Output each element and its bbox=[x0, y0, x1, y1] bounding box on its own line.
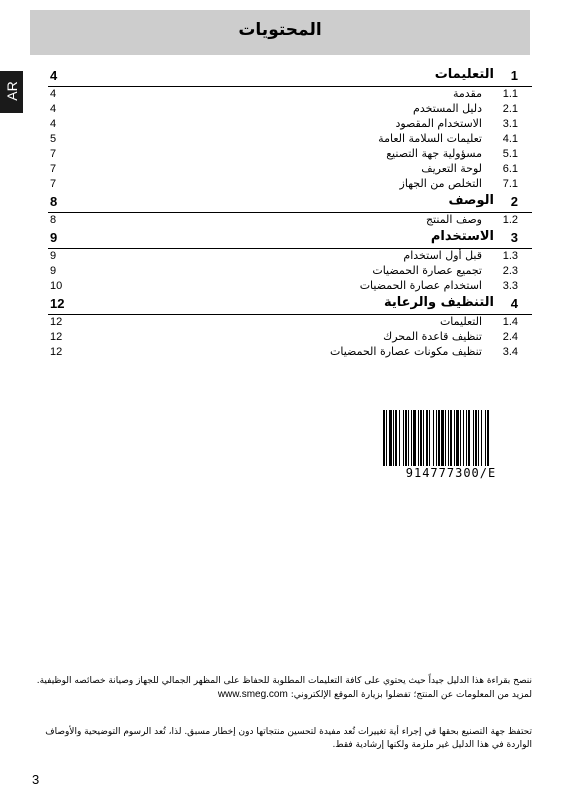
toc-label: تنظيف قاعدة المحرك bbox=[383, 330, 482, 343]
reading-note-text: لمزيد من المعلومات عن المنتج؛ تفضلوا بزيارة الموقع الإلكتروني: bbox=[290, 690, 532, 700]
toc-label: الوصف bbox=[448, 193, 494, 208]
website-link[interactable]: www.smeg.com bbox=[217, 689, 288, 700]
toc-section-row[interactable] bbox=[48, 66, 532, 87]
disclaimer-note bbox=[30, 726, 532, 752]
toc-section-number: 5.1 bbox=[502, 148, 518, 160]
toc-section-row[interactable] bbox=[48, 192, 532, 213]
barcode-number: 914777300/E bbox=[405, 466, 497, 480]
toc-section-row[interactable] bbox=[48, 228, 532, 249]
toc-section-number: 2 bbox=[510, 194, 518, 209]
toc-page-number: 5 bbox=[50, 133, 57, 145]
toc-page-number: 12 bbox=[50, 316, 63, 328]
toc-page-number: 12 bbox=[50, 346, 63, 358]
toc-entry-row[interactable] bbox=[48, 315, 532, 330]
toc-page-number: 4 bbox=[50, 103, 57, 115]
toc-label: استخدام عصارة الحمضيات bbox=[359, 279, 482, 292]
toc-label: التعليمات bbox=[439, 315, 482, 328]
toc-section-number: 6.1 bbox=[502, 163, 518, 175]
toc-entry-row[interactable] bbox=[48, 102, 532, 117]
toc-page-number: 9 bbox=[50, 230, 58, 245]
toc-label: مقدمة bbox=[452, 87, 482, 100]
title-bar bbox=[30, 10, 530, 55]
toc-section-number: 4 bbox=[510, 296, 518, 311]
toc-entry-row[interactable] bbox=[48, 147, 532, 162]
barcode bbox=[383, 410, 519, 466]
toc-label: دليل المستخدم bbox=[413, 102, 482, 115]
toc-entry-row[interactable] bbox=[48, 87, 532, 102]
toc-page-number: 4 bbox=[50, 88, 57, 100]
toc-page-number: 9 bbox=[50, 250, 57, 262]
toc-entry-row[interactable] bbox=[48, 279, 532, 294]
toc-page-number: 7 bbox=[50, 148, 57, 160]
page-title: المحتويات bbox=[238, 20, 322, 40]
toc-page-number: 9 bbox=[50, 265, 57, 277]
toc-entry-row[interactable] bbox=[48, 345, 532, 360]
toc-section-number: 3.1 bbox=[502, 118, 518, 130]
toc-section-number: 1 bbox=[510, 68, 518, 83]
reading-note-line2 bbox=[30, 688, 532, 702]
toc-label: وصف المنتج bbox=[425, 213, 482, 226]
toc-section-number: 3.4 bbox=[502, 346, 518, 358]
toc-label: لوحة التعريف bbox=[421, 162, 482, 175]
toc-section-number: 2.3 bbox=[502, 265, 518, 277]
toc-section-number: 2.1 bbox=[502, 103, 518, 115]
toc-section-number: 1.3 bbox=[502, 250, 518, 262]
toc-entry-row[interactable] bbox=[48, 132, 532, 147]
toc-section-number: 1.2 bbox=[502, 214, 518, 226]
toc-section-number: 3.3 bbox=[502, 280, 518, 292]
toc-entry-row[interactable] bbox=[48, 177, 532, 192]
page-number: 3 bbox=[32, 772, 40, 787]
table-of-contents bbox=[48, 66, 532, 360]
toc-label: الاستخدام bbox=[430, 229, 494, 244]
disclaimer-line1: تحتفظ جهة التصنيع بحقها في إجراء أية تغييرات تُعد مفيدة لتحسين منتجاتها دون إخطار مسبق. لذا، تُعد الرسوم التوضيحية والأوصاف bbox=[45, 727, 532, 737]
toc-entry-row[interactable] bbox=[48, 162, 532, 177]
toc-label: تنظيف مكونات عصارة الحمضيات bbox=[330, 345, 482, 358]
toc-label: قبل أول استخدام bbox=[403, 249, 482, 262]
toc-section-number: 3 bbox=[510, 230, 518, 245]
toc-label: التعليمات bbox=[434, 67, 494, 82]
toc-section-number: 7.1 bbox=[502, 178, 518, 190]
toc-page-number: 12 bbox=[50, 331, 63, 343]
toc-section-number: 2.4 bbox=[502, 331, 518, 343]
toc-label: تجميع عصارة الحمضيات bbox=[372, 264, 482, 277]
language-tab-label: AR bbox=[4, 81, 20, 101]
toc-page-number: 10 bbox=[50, 280, 63, 292]
language-tab bbox=[0, 71, 23, 113]
toc-section-number: 1.4 bbox=[502, 316, 518, 328]
toc-page-number: 8 bbox=[50, 214, 57, 226]
toc-section-number: 4.1 bbox=[502, 133, 518, 145]
disclaimer-line2: الواردة في هذا الدليل غير ملزمة ولكنها إرشادية فقط. bbox=[332, 740, 532, 750]
toc-entry-row[interactable] bbox=[48, 249, 532, 264]
toc-page-number: 7 bbox=[50, 163, 57, 175]
toc-page-number: 8 bbox=[50, 194, 58, 209]
toc-section-row[interactable] bbox=[48, 294, 532, 315]
toc-page-number: 4 bbox=[50, 68, 58, 83]
toc-section-number: 1.1 bbox=[502, 88, 518, 100]
toc-entry-row[interactable] bbox=[48, 213, 532, 228]
toc-label: التنظيف والرعاية bbox=[384, 295, 494, 310]
toc-entry-row[interactable] bbox=[48, 330, 532, 345]
toc-entry-row[interactable] bbox=[48, 117, 532, 132]
toc-entry-row[interactable] bbox=[48, 264, 532, 279]
toc-label: التخلص من الجهاز bbox=[399, 177, 482, 190]
toc-label: تعليمات السلامة العامة bbox=[378, 132, 482, 145]
toc-label: مسؤولية جهة التصنيع bbox=[386, 147, 482, 160]
reading-note bbox=[30, 675, 532, 702]
reading-note-line1: ننصح بقراءة هذا الدليل جيداً حيث يحتوي على كافة التعليمات المطلوبة للحفاظ على المظهر الجمالي للجهاز وصيانة خصائصه الوظيفية. bbox=[36, 676, 532, 686]
toc-page-number: 7 bbox=[50, 178, 57, 190]
toc-label: الاستخدام المقصود bbox=[395, 117, 482, 130]
toc-page-number: 4 bbox=[50, 118, 57, 130]
toc-page-number: 12 bbox=[50, 296, 65, 311]
